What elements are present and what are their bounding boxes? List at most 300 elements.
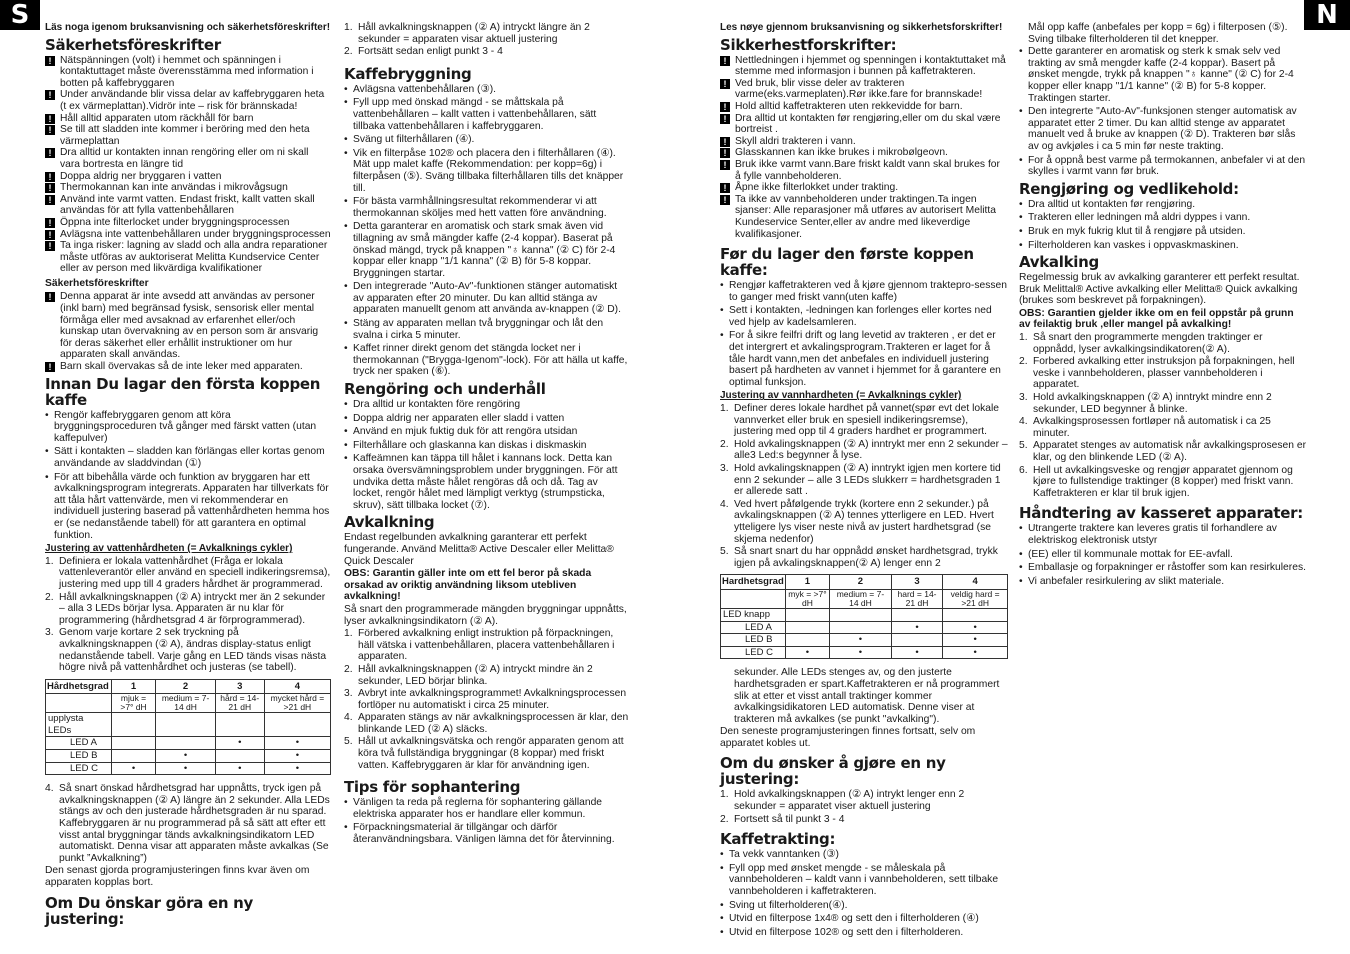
intro-text: Les nøye gjennom bruksanvisning og sikkerhetsforskrifter!: [720, 22, 1003, 33]
table-subheader-row: [721, 589, 1008, 608]
table-cell: [785, 621, 829, 634]
warning-icon: !: [45, 148, 55, 158]
list-item: • Kaffet rinner direkt genom det stängda locket ner i thermokannan ("Brygga-Igenom"-lock). För att hälla ut kaffe, tryck ner spaken (⑥).: [344, 343, 630, 378]
list-item: • Utrangerte traktere kan leveres gratis til forhandlere av elektriskog elektronisk utstyr: [1019, 523, 1307, 546]
brewing-list: [344, 84, 630, 378]
list-item: [720, 463, 1008, 498]
list-item: • Använd en mjuk fuktig duk för att rengöra utsidan: [344, 426, 630, 438]
list-item: • For å oppnå best varme på termokannen, anbefaler vi at den skylles i varmt vann før bruk.: [1019, 155, 1307, 178]
new-adjustment-heading: Om du ønsker å gjøre en ny justering:: [720, 754, 946, 789]
disposal-list: [1019, 523, 1307, 587]
descaling-indicator-text: Så snart den programmerade mängden bryggningar uppnåtts, lyser avkalkningsindikatorn (② A).: [344, 603, 627, 627]
warning-item: [45, 182, 331, 194]
list-item: • Utvid en filterpose 102® og sett den i filterholderen.: [720, 927, 1008, 939]
table-header-cell: Hårdhetsgrad: [46, 679, 112, 694]
table-cell: •: [943, 634, 1008, 647]
list-text: Håll avkalkningsknappen (② A) intryckt längre än 2 sekunder = apparaten visar aktuell justering: [358, 22, 590, 45]
list-number: 2.: [720, 813, 729, 825]
warning-text: Åpne ikke filterlokket under trakting.: [735, 182, 899, 194]
list-item: • Utvid en filterpose 1x4® og sett den i filterholderen (④): [720, 913, 1008, 925]
list-item: • Doppa aldrig ner apparaten eller sladd i vatten: [344, 413, 630, 425]
list-text: Fortsätt sedan enligt punkt 3 - 4: [358, 46, 503, 58]
brewing-heading: Kaffetrakting:: [720, 830, 836, 849]
table-row-label: LED A: [46, 737, 112, 750]
language-tab-swedish: S: [0, 0, 40, 30]
table-cell: [785, 634, 829, 647]
list-item: • (EE) eller til kommunale mottak for EE-avfall.: [1019, 549, 1307, 561]
list-item: • Sett i kontakten, -ledningen kan forlenges eller kortes ned ved hjelp av kadelsamleren.: [720, 305, 1008, 328]
table-header-cell: Hardhetsgrad: [721, 575, 786, 590]
list-item: • Filterholderen kan vaskes i oppvaskmaskinen.: [1019, 240, 1307, 252]
list-text: Hold avkalkingsknappen (② A) intrykt lenger enn 2 sekunder = apparatet viser aktuell justering: [734, 789, 965, 813]
warning-item: [720, 55, 1008, 78]
warning-item: [45, 291, 331, 361]
warning-text: Öppna inte filterlocket under bryggningsprocessen: [60, 216, 290, 228]
list-item: • Vi anbefaler resirkulering av slikt materiale.: [1019, 576, 1307, 588]
warning-text: Ved bruk, blir visse deler av trakteren varme(eks.varmeplaten).Rør ikke.fare for brannskade!: [735, 77, 983, 101]
warning-text: Hold alltid kaffetrakteren uten rekkevidde for barn.: [735, 100, 963, 112]
warning-item: [45, 113, 331, 125]
list-item: [344, 664, 630, 687]
table-cell: •: [785, 646, 829, 659]
list-item: [720, 499, 1008, 545]
list-item: [720, 403, 1008, 438]
list-number: 4.: [1019, 416, 1028, 428]
table-cell: •: [111, 762, 156, 775]
list-number: 2.: [344, 663, 353, 675]
table-row: [46, 713, 331, 737]
hardness-heading: Justering av vannhardheten (= Avkalknings cykler): [720, 390, 962, 402]
table-row: [46, 737, 331, 750]
hardness-table: [720, 574, 1008, 659]
table-cell: [156, 713, 215, 737]
table-cell: •: [830, 646, 892, 659]
warning-icon: !: [45, 230, 55, 240]
table-cell: •: [943, 621, 1008, 634]
list-number: 5.: [344, 736, 353, 748]
warning-text: Nätspänningen (volt) i hemmet och spänningen i kontaktuttaget måste överensstämma med information i botten på kaffebryggaren: [60, 54, 314, 89]
table-header-cell: 4: [264, 679, 330, 694]
list-text: Håll ut avkalkningsvätska och rengör apparaten genom att köra två fullständiga bryggningar (8 koppar) med friskt vatten. Kaffebryggaren är klar för användning igen.: [358, 736, 624, 771]
list-item: • Vänligen ta reda på reglerna för sophantering gällande elektriska apparater hos er handlare eller kommun.: [344, 797, 630, 820]
warning-text: Håll alltid apparaten utom räckhåll för barn: [60, 112, 254, 124]
list-text: Hold avkalingsknappen (② A) inntrykt igjen men kortere tid enn 2 sekunder – alle 3 LEDs slukkerr = hardhetsgraden 1 er allerede satt .: [734, 463, 1001, 498]
list-text: Forbered avkalking etter instruksjon på forpakningen, hell veske i vannbeholderen, plasser vannbeholderen i apparatet.: [1033, 356, 1295, 391]
table-cell: •: [943, 646, 1008, 659]
warning-icon: !: [720, 79, 730, 89]
warning-text: Avlägsna inte vattenbehållaren under bryggningsprocessen: [60, 228, 331, 240]
list-item: [344, 46, 630, 58]
list-item: [720, 814, 1008, 826]
table-cell: medium = 7-14 dH: [830, 589, 892, 608]
list-item: • Bruk en myk fukrig klut til å rengjøre på utsiden.: [1019, 226, 1307, 238]
list-item: • Ta vekk vanntanken (③): [720, 849, 1008, 861]
table-cell: medium = 7-14 dH: [156, 694, 215, 713]
list-item: • Sväng ut filterhållaren (④).: [344, 134, 630, 146]
table-cell: •: [215, 737, 264, 750]
list-text: Håll avkalkningsknappen (② A) intryckt mer än 2 sekunder – alla 3 LEDs börjar lysa. Apparaten är nu klar för programmering (hårdhetsgrad 4 är förprogrammerad).: [59, 591, 326, 626]
hardness-heading: Justering av vattenhårdheten (= Avkalknings cykler): [45, 543, 293, 555]
warning-item: [45, 89, 331, 112]
new-adjustment-heading: Om Du önskar göra en ny justering:: [45, 893, 254, 928]
warning-text: Doppa aldrig ner bryggaren i vatten: [60, 170, 222, 182]
list-item: • Avlägsna vattenbehållaren (③).: [344, 84, 630, 96]
warning-item: [720, 78, 1008, 101]
after-table-text: sekunder. Alle LEDs stenges av, og den justerte hardhetsgraden er spart.Kaffetrakteren er nå programmert slik at etter et visst antall traktinger kommer avkalkingsidikatoren LED automatisk. Denne viser at trakteren må avkalkes (se punkt "avkalking").: [734, 667, 1000, 725]
descaling-warranty-note: OBS: Garantien gjelder ikke om en feil oppstår på grunn av feilaktig bruk ,eller mangel på avkalking!: [1019, 307, 1294, 331]
list-item: • Rengör kaffebryggaren genom att köra bryggningsproceduren två gånger med färskt vatten (utan kaffepulver): [45, 410, 331, 445]
warning-text: Under användande blir vissa delar av kaffebryggaren heta (t ex värmeplattan).Vidrör inte – risk för brännskada!: [60, 89, 325, 112]
table-cell: [943, 608, 1008, 621]
table-cell: hård = 14-21 dH: [215, 694, 264, 713]
list-item: [720, 439, 1008, 462]
list-item: • Trakteren eller ledningen må aldri dyppes i vann.: [1019, 212, 1307, 224]
table-row-label: LED B: [721, 634, 786, 647]
list-item: • Emballasje og forpakninger er råstoffer som kan resirkuleres.: [1019, 562, 1307, 574]
table-cell: [785, 608, 829, 621]
warning-item: [45, 229, 331, 241]
list-text: Hell ut avkalkingsveske og rengjør apparatet gjennom og kjøre to fullstendige traktinger (8 kopper) med friskt vann. Kaffetrakteren er klar til bruk igjen.: [1033, 464, 1294, 499]
warning-icon: !: [720, 195, 730, 205]
hardness-table: [45, 679, 331, 776]
disposal-heading: Håndtering av kasseret apparater:: [1019, 504, 1303, 523]
list-text: Ved hvert påfølgende trykk (kortere enn 2 sekunder.) på avkalingsknappen (② A) tennes ytterligere en LED. Hvert ytteligere lys viser neste nivå av justert hardhetsgrad (se skjema nedenfor): [734, 498, 994, 545]
list-item: [1019, 392, 1307, 415]
list-item: 4. Så snart önskad hårdhetsgrad har uppnåtts, tryck igen på avkalkningsknappen (② A) längre än 2 sekunder. Alla LEDs stängs av och den justerade hårdhetsgraden är nu sparad. Kaffebryggaren är nu programmerad på så sätt att efter ett visst antal bryggningar tänds avkalkningsindikatorn LED automatiskt. Denna visar att apparaten måste avkalkas (Se punkt ”Avkalkning”): [45, 783, 330, 864]
table-cell: •: [264, 762, 330, 775]
list-item: [344, 22, 630, 45]
warning-icon: !: [720, 114, 730, 124]
table-row: [721, 608, 1008, 621]
table-cell: myk = >7° dH: [785, 589, 829, 608]
list-number: 4.: [344, 712, 353, 724]
list-item: [720, 789, 1008, 812]
warning-item: [720, 101, 1008, 113]
warning-icon: !: [720, 148, 730, 158]
table-row: [46, 762, 331, 775]
warning-icon: !: [720, 137, 730, 147]
swedish-column-2: [344, 22, 630, 848]
list-item: • Fyll opp med ønsket mengde - se måleskala på vannbeholderen – kaldt vann i vannbeholderen, sett tilbake vannbeholderen i kaffetrakteren.: [720, 863, 1008, 898]
list-number: 1.: [344, 628, 353, 640]
warning-item: [45, 171, 331, 183]
table-cell: •: [830, 634, 892, 647]
table-cell: [46, 694, 112, 713]
list-number: 1.: [1019, 332, 1028, 344]
warning-icon: !: [45, 125, 55, 135]
warning-icon: !: [45, 362, 55, 372]
warning-icon: !: [45, 172, 55, 182]
table-cell: [215, 750, 264, 763]
descaling-heading: Avkalkning: [344, 513, 435, 532]
descaling-intro: Endast regelbunden avkalkning garanterar ett perfekt fungerande. Använd Melitta® Active Descaler eller Melitta® Quick Descaler: [344, 532, 614, 567]
list-item: • Vik en filterpåse 102® och placera den i filterhållaren (④). Mät upp malet kaffe (Rekommendation: per kopp=6g) i filterpåsen (⑤). Sväng tillbaka filterhållaren tills det knäpper till.: [344, 148, 630, 194]
table-cell: •: [891, 621, 943, 634]
list-text: Hold avkalingsknappen (② A) inntrykt mer enn 2 sekunder – alle3 Led:s begynner å lyse.: [734, 438, 1008, 462]
list-number: 1.: [720, 403, 729, 415]
warning-icon: !: [720, 183, 730, 193]
table-cell: [830, 608, 892, 621]
warning-icon: !: [720, 160, 730, 170]
hardness-steps: [720, 403, 1008, 569]
brewing-heading: Kaffebryggning: [344, 64, 472, 83]
warning-icon: !: [45, 195, 55, 205]
table-cell: •: [156, 762, 215, 775]
list-item: [344, 736, 630, 771]
list-number: 1.: [720, 789, 729, 801]
table-header-cell: 4: [943, 575, 1008, 590]
brewing-continued: Mål opp kaffe (anbefales per kopp = 6g) i filterposen (⑤). Sving tilbake filterholderen til det knepper.: [1028, 22, 1288, 45]
warning-item: [45, 55, 331, 90]
list-number: 2.: [45, 591, 54, 603]
warning-item: [720, 147, 1008, 159]
warning-text: Nettledningen i hjemmet og spenningen i kontaktuttaket må stemme med informasjon i bunnen på kaffetrakteren.: [735, 54, 1006, 78]
list-number: 3.: [720, 463, 729, 474]
list-number: 1.: [45, 555, 54, 567]
table-header-cell: 1: [785, 575, 829, 590]
table-row-label: upplysta LEDs: [46, 713, 112, 737]
list-item: [45, 627, 331, 673]
warning-icon: !: [720, 56, 730, 66]
warning-item: [720, 159, 1008, 182]
list-item: • Dra alltid ur kontakten före rengöring: [344, 399, 630, 411]
list-item: • Sving ut filterholderen(④).: [720, 900, 1008, 912]
warning-item: [45, 147, 331, 170]
warning-text: Barn skall övervakas så de inte leker med apparaten.: [60, 361, 303, 373]
warning-item: [45, 217, 331, 229]
safety-heading: Säkerhetsföreskrifter: [45, 35, 221, 54]
list-item: [1019, 332, 1307, 355]
list-text: Så snart snart du har oppnådd ønsket hardhetsgrad, trykk igjen på avkalingsknappen(② A) lenger enn 2: [734, 546, 998, 569]
table-subheader-row: [46, 694, 331, 713]
table-header-cell: 2: [156, 679, 215, 694]
list-item: • Dette garanterer en aromatisk og sterk k smak selv ved trakting av små mengder kaffe (2-4 koppar). Basert på ønsket mengde, trykk på knappen "♁ kanne" (② C) for 2-4 kopper eller knapp "1/1 kanne" (② B) for 5-8 kopper. Traktingen starter.: [1019, 46, 1307, 104]
warning-icon: !: [45, 90, 55, 100]
warning-text: Dra alltid ur kontakten innan rengöring eller om ni skall vara bortresta en längre tid: [60, 147, 309, 170]
list-number: 3.: [1019, 392, 1028, 404]
table-row: [721, 634, 1008, 647]
list-item: • Sätt i kontakten – sladden kan förlängas eller kortas genom användande av sladdvindan (①): [45, 446, 331, 469]
warning-text: Thermokannan kan inte användas i mikrovågsugn: [60, 182, 288, 194]
swedish-column-1: [45, 22, 331, 929]
table-cell: [830, 621, 892, 634]
warning-text: Bruk ikke varmt vann.Bare friskt kaldt vann skal brukes for å fylle vannbeholderen.: [735, 158, 1000, 182]
new-adjustment-steps: [344, 22, 630, 58]
list-item: [344, 712, 630, 735]
safety-subheading: Säkerhetsföreskrifter: [45, 277, 149, 289]
list-number: 3.: [344, 688, 353, 700]
list-item: [45, 592, 331, 627]
warning-item: [45, 240, 331, 275]
list-item: [45, 556, 331, 591]
table-cell: [111, 713, 156, 737]
list-item: • Förpackningsmaterial är tillgängar och därför återanvändningsbara. Vänligen lämna det för återvinning.: [344, 822, 630, 845]
list-text: Avbryt inte avkalkningsprogrammet! Avkalkningsprocessen fortlöper nu automatiskt i circa 25 minuter.: [358, 688, 627, 711]
list-text: Så snart den programmerte mengden traktinger er oppnådd, lyser avkalkingsindikatoren(② A).: [1033, 332, 1263, 355]
first-cup-heading: Innan Du lagar den första koppen kaffe: [45, 374, 321, 409]
hardness-steps: [45, 556, 331, 674]
warning-item: [720, 182, 1008, 194]
warning-list: [45, 55, 331, 275]
table-row-label: LED A: [721, 621, 786, 634]
descaling-steps: [344, 628, 630, 771]
descaling-intro: Regelmessig bruk av avkalking garanterer ett perfekt resultat. Bruk Melittal® Active avkalking eller Melitta® Quick avkalking (brukes som beskrevet på forpakningen).: [1019, 272, 1300, 307]
warning-icon: !: [720, 102, 730, 112]
warning-text: Ta inga risker: lagning av sladd och alla andra reparationer måste utföras av auktoriserat Melitta Kundservice Center eller av person med likvärdiga kvalifikationer: [60, 240, 328, 275]
table-cell: mjuk = >7° dH: [111, 694, 156, 713]
intro-text: Läs noga igenom bruksanvisning och säkerhetsföreskrifter!: [45, 22, 331, 33]
warning-item: [45, 361, 331, 373]
list-item: • Fyll upp med önskad mängd - se måttskala på vattenbehållaren – kallt vatten i vattenbehållaren, sätt tillbaka vattenbehållaren i kaffebryggaren.: [344, 97, 630, 132]
first-cup-heading: Før du lager den første koppen kaffe:: [720, 245, 974, 280]
cleaning-list: [1019, 199, 1307, 251]
table-header-cell: 3: [891, 575, 943, 590]
table-cell: mycket hård = >21 dH: [264, 694, 330, 713]
table-header-cell: 3: [215, 679, 264, 694]
list-number: 6.: [1019, 464, 1028, 476]
table-cell: •: [264, 737, 330, 750]
table-cell: [156, 737, 215, 750]
table-cell: [891, 608, 943, 621]
brewing-list-continued: [1019, 46, 1307, 178]
list-item: [1019, 356, 1307, 391]
table-cell: [721, 589, 786, 608]
list-number: 5.: [1019, 440, 1028, 452]
table-row: [721, 621, 1008, 634]
table-cell: [111, 750, 156, 763]
list-number: 1.: [344, 22, 353, 33]
table-header-cell: 2: [830, 575, 892, 590]
descaling-warranty-note: OBS: Garantin gäller inte om ett fel beror på skada orsakad av oriktig användning liksom utebliven avkalkning!: [344, 568, 592, 603]
cleaning-heading: Rengjøring og vedlikehold:: [1019, 179, 1239, 198]
list-text: Genom varje kortare 2 sek tryckning på avkalkningsknappen (② A), ändras display-status enligt nedanstående tabell. Varje gång en LED tänds visas nästa högre nivå på vattenhårdhet och justeras (se tabell).: [59, 627, 327, 674]
list-text: Apparatet stenges av automatisk når avkalkingsprosesen er klar, og den blinkende LED (② A).: [1033, 440, 1307, 463]
brewing-list: [720, 849, 1008, 938]
warning-item: [45, 124, 331, 147]
table-row-label: LED knapp: [721, 608, 786, 621]
list-item: [720, 546, 1008, 569]
table-header-row: [721, 575, 1008, 590]
list-item: • För bästa varmhållningsresultat rekommenderar vi att thermokannan sköljes med hett vatten före användning.: [344, 196, 630, 219]
table-row-label: LED C: [721, 646, 786, 659]
list-text: Definer deres lokale hardhet på vannet(spør evt det lokale vannverket eller bruk en spesiell indikeringsremse), justering med opp til 4 graders hardhet er programmert.: [734, 403, 1000, 438]
table-row: [721, 646, 1008, 659]
table-cell: [891, 634, 943, 647]
warning-text: Ta ikke av vannbeholderen under traktingen.Ta ingen sjanser: Alle reparasjoner må utføres av autorisert Melitta Kundeservice Senter,eller av andre med likeverdige kvalifikasjoner.: [735, 193, 996, 240]
hardness-step-4: [45, 783, 331, 864]
warning-text: Dra alltid ut kontakten før rengjøring,eller om du skal være bortreist .: [735, 112, 1001, 136]
warning-text: Använd inte varmt vatten. Endast friskt, kallt vatten skall användas för att fylla vattenbehållaren: [60, 193, 315, 217]
list-number: 2.: [344, 46, 353, 58]
warning-item: [720, 113, 1008, 136]
table-cell: •: [264, 750, 330, 763]
table-row: [46, 750, 331, 763]
disposal-heading: Tips för sophantering: [344, 778, 521, 797]
first-cup-list: [720, 280, 1008, 388]
first-cup-list: [45, 410, 331, 542]
table-row-label: LED B: [46, 750, 112, 763]
list-text: Förbered avkalkning enligt instruktion på förpackningen, häll vätska i vattenbehållaren, placera vattenbehållaren i apparaten.: [358, 628, 615, 663]
warning-item: [720, 194, 1008, 240]
warning-text: Glasskannen kan ikke brukes i mikrobølgeovn.: [735, 147, 948, 159]
table-cell: hard = 14-21 dH: [891, 589, 943, 608]
list-item: • Den integrerade "Auto-Av"-funktionen stänger automatiskt av apparaten efter 20 minuter. Du kan alltid stänga av apparaten manuellt genom att använda av-knappen (② D).: [344, 281, 630, 316]
warning-text: Skyll aldri trakteren i vann.: [735, 135, 856, 147]
descaling-heading: Avkalking: [1019, 253, 1099, 272]
list-item: • Detta garanterar en aromatisk och stark smak även vid tillagning av små mängder kaffe (2-4 koppar). Baserat på önskad mängd, tryck på knappen "♁ kanna" (② C) för 2-4 koppar eller knapp "1/1 kanna" (② B) för 5-8 koppar. Bryggningen startar.: [344, 221, 630, 279]
table-cell: •: [215, 762, 264, 775]
warning-text: Denna apparat är inte avsedd att användas av personer (inkl barn) med begränsad fysisk, sensorisk eller mental förmåga eller med avsaknad av erfarenhet eller/och kunskap utan övervakning av en person som är ansvarig för deras säkerhet eller erhållit instruktioner om hur apparaten skall användas.: [60, 291, 319, 361]
table-header-row: [46, 679, 331, 694]
list-item: • För att bibehålla värde och funktion av bryggaren har ett avkalkningsprogram integrerats. Apparaten har tillverkats för att tåla hårt vattenvärde, men vi rekommenderar en individuell justering baserad på vattenhårdheten hemma hos er (se nedanstående tabell) för att garantera en optimal funktion.: [45, 472, 331, 542]
list-item: • Kaffeämnen kan täppa till hålet i kannans lock. Detta kan orsaka översvämningsproblem under bryggningen. För att undvika detta måste hålet rengöras då och då. Tag av locket, rengör hålet med lämpligt verktyg (strumpsticka, skruv), sätt tillbaka locket (⑦).: [344, 453, 630, 511]
list-text: Apparaten stängs av när avkalkningsprocessen är klar, den blinkande LED (② A) släcks.: [358, 712, 629, 735]
table-cell: •: [891, 646, 943, 659]
step4-note: Den senast gjorda programjusteringen finns kvar även om apparaten kopplas bort.: [45, 865, 310, 888]
cleaning-list: [344, 399, 630, 511]
list-item: [344, 688, 630, 711]
norwegian-column-2: [1019, 22, 1307, 589]
list-number: 2.: [1019, 356, 1028, 368]
warning-text: Se till att sladden inte kommer i beröring med den heta värmeplattan: [60, 124, 310, 147]
list-text: Hold avkalkingsknappen (② A) inntrykt mindre enn 2 sekunder, LED begynner å blinke.: [1033, 392, 1272, 415]
table-cell: [215, 713, 264, 737]
list-item: [344, 628, 630, 663]
safety-heading: Sikkerhestforskrifter:: [720, 35, 897, 54]
warning-icon: !: [45, 114, 55, 124]
warning-icon: !: [45, 56, 55, 66]
warning-item: [45, 194, 331, 217]
list-number: 3.: [45, 627, 54, 639]
norwegian-column-1: [720, 22, 1008, 940]
list-item: • Dra alltid ut kontakten før rengjøring.: [1019, 199, 1307, 211]
table-cell: [111, 737, 156, 750]
table-cell: veldig hard = >21 dH: [943, 589, 1008, 608]
list-item: • Rengjør kaffetrakteren ved å kjøre gjennom traktepro-sessen to ganger med friskt vann(uten kaffe): [720, 280, 1008, 303]
new-adjustment-steps: [720, 789, 1008, 825]
cleaning-heading: Rengöring och underhåll: [344, 380, 546, 399]
list-number: 4.: [720, 498, 729, 510]
descaling-steps: [1019, 332, 1307, 499]
warning-icon: !: [45, 241, 55, 251]
list-item: • Den integrerte "Auto-Av"-funksjonen stenger automatisk av apparatet etter 2 timer. Du kan alltid stenge av apparatet manuelt ved å bruke av knappen (② D). Trakteren bør slås av og avkjøles i ca 5 min før neste trakting.: [1019, 106, 1307, 152]
warning-list: [720, 55, 1008, 241]
list-item: [1019, 465, 1307, 500]
table-row-label: LED C: [46, 762, 112, 775]
warning-icon: !: [45, 292, 55, 302]
table-cell: [264, 713, 330, 737]
list-text: Håll avkalkningsknappen (② A) intryckt mindre än 2 sekunder, LED börjar blinka.: [358, 663, 593, 687]
table-header-cell: 1: [111, 679, 156, 694]
list-item: • For å sikre feilfri drift og lang levetid av trakteren , er det er det intergrert et avkalingsprogram.Trakteren er laget for å tåle hardt vann,men det anbefales en individuell justering basert på hardheten av vannet i hjemmet for å garantere en optimal funksjon.: [720, 330, 1008, 388]
list-number: 5.: [720, 546, 729, 558]
list-item: [1019, 440, 1307, 463]
language-tab-norwegian: N: [1304, 0, 1350, 30]
list-item: [1019, 416, 1307, 439]
list-text: Fortsett så til punkt 3 - 4: [734, 813, 845, 825]
warning-list-2: [45, 291, 331, 372]
after-table-note: Den seneste programjusteringen finnes fortsatt, selv om apparatet kobles ut.: [720, 726, 976, 749]
list-item: • Filterhållare och glaskanna kan diskas i diskmaskin: [344, 440, 630, 452]
list-text: Avkalkingsprosessen fortløper nå automatisk i ca 25 minuter.: [1033, 416, 1271, 439]
list-item: • Stäng av apparaten mellan två bryggningar och låt den svalna i cirka 5 minuter.: [344, 318, 630, 341]
list-number: 2.: [720, 438, 729, 450]
warning-icon: !: [45, 218, 55, 228]
list-text: Definiera er lokala vattenhårdhet (Fråga er lokala vattenleverantör eller använd en speciell indikeringsremsa), justering med upp till 4 graders hårdhet är programmerad.: [59, 555, 331, 590]
table-cell: •: [156, 750, 215, 763]
warning-item: [720, 136, 1008, 148]
warning-icon: !: [45, 183, 55, 193]
